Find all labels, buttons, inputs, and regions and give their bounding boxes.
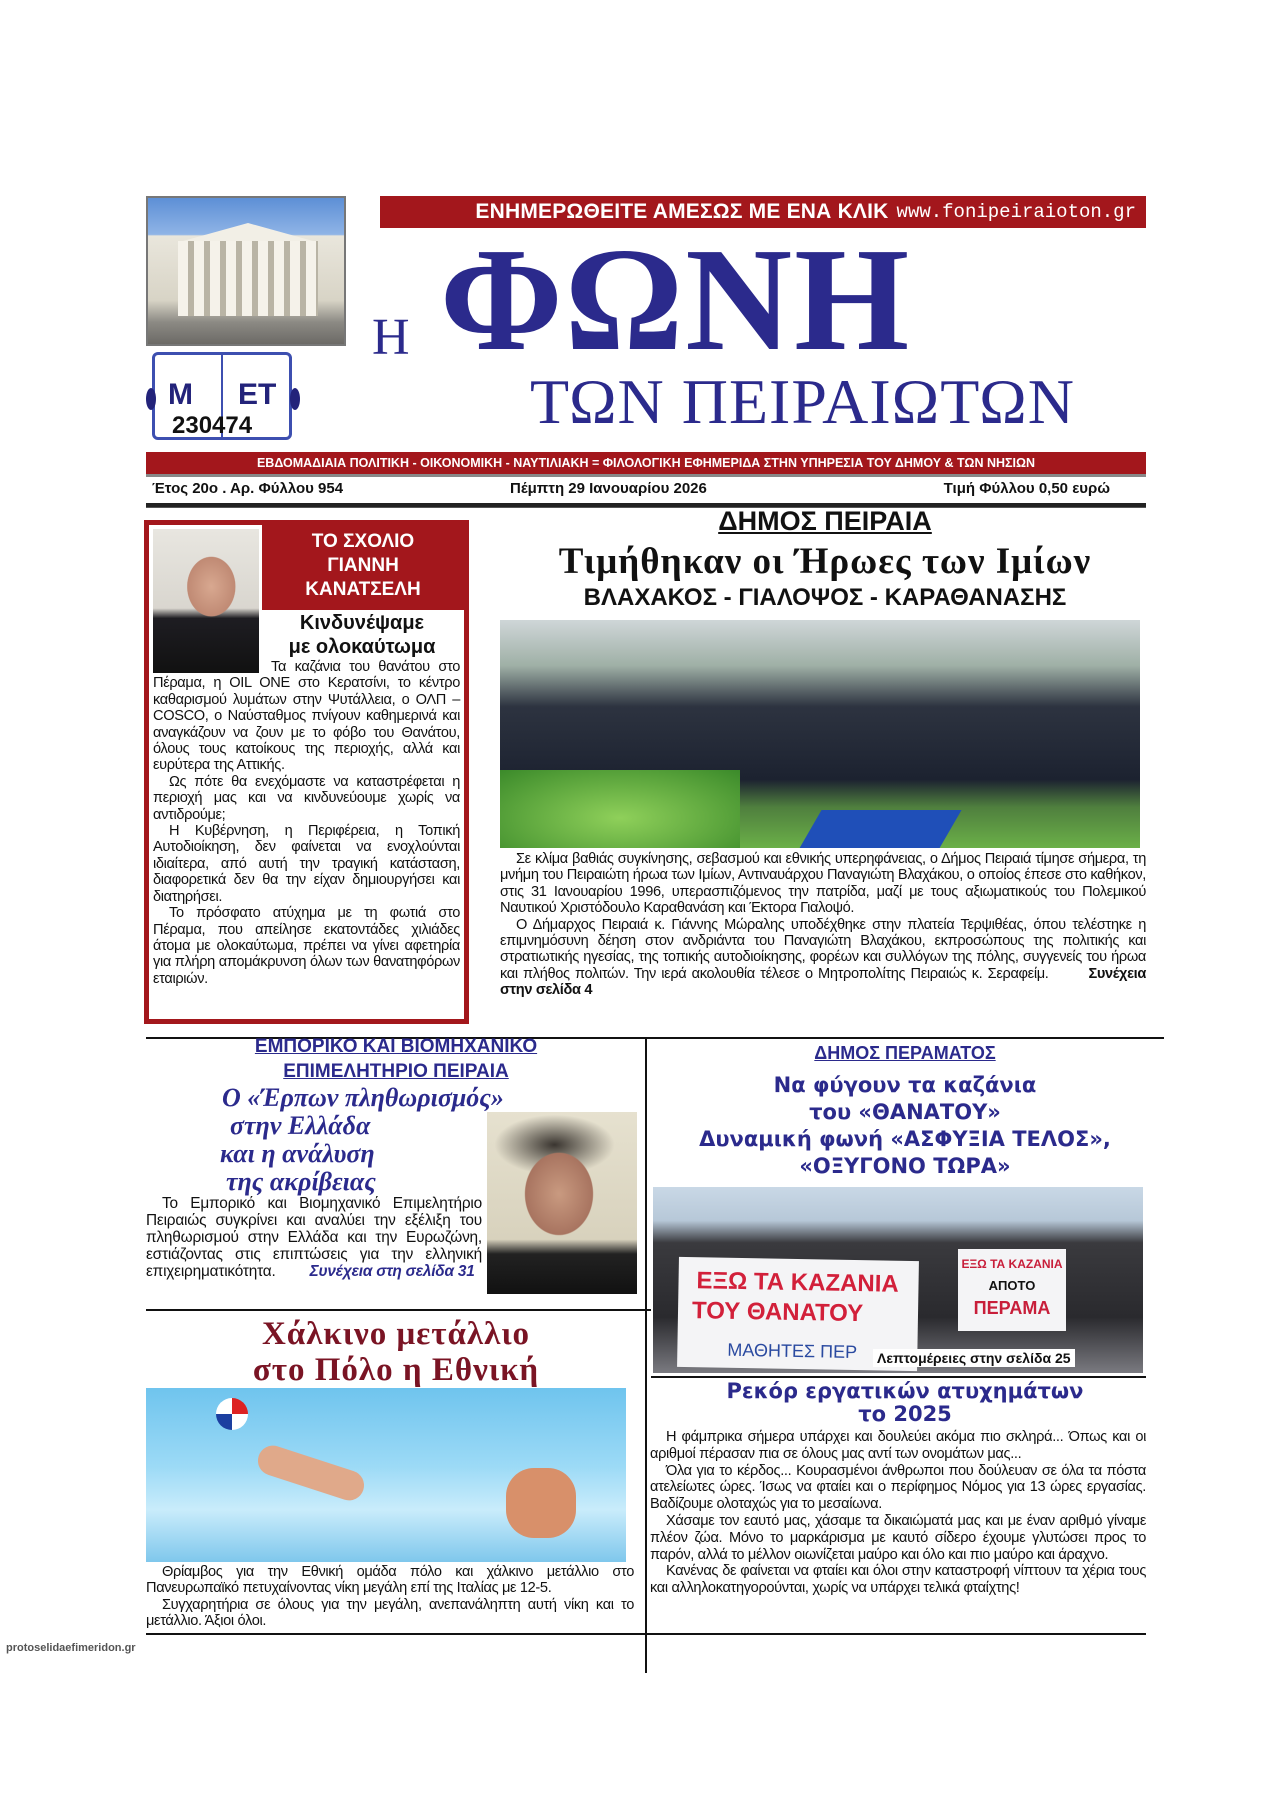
columnist-photo (153, 529, 259, 673)
headline-line: Ο «Έρπων πληθωρισμός» (222, 1083, 504, 1112)
kicker-line: ΕΠΙΜΕΛΗΤΗΡΙΟ ΠΕΙΡΑΙΑ (283, 1061, 509, 1082)
comment-title (259, 611, 465, 659)
headline-line: του «ΘΑΝΑΤΟΥ» (809, 1100, 1001, 1124)
issue-date: Πέμπτη 29 Ιανουαρίου 2026 (510, 480, 707, 497)
lead-body (500, 851, 1146, 999)
paragraph: Το πρόσφατο ατύχημα με τη φωτιά στο Πέραμα, που απείλησε εκατοντάδες χιλιάδες άτομα με ολοκαύτωμα, πρέπει να γίνει αφετηρία για πλήρη απομάκρυνση όλων των θανατηφόρων εταιριών. (153, 905, 460, 987)
paragraph: Το Εμπορικό και Βιομηχανικό Επιμελητήριο Πειραιώς συγκρίνει και αναλύει την εξέλιξη του πληθωρισμού στην Ελλάδα και την Ευρωζώνη, εστιάζοντας στις επιπτώσεις για την ελληνική επιχειρηματικότητα. (146, 1195, 482, 1280)
chamber-kicker (146, 1034, 646, 1084)
comment-title-line: Κινδυνέψαμε (299, 612, 425, 634)
comment-box (144, 520, 469, 1024)
lead-subheadline: ΒΛΑΧΑΚΟΣ - ΓΙΑΛΟΨΟΣ - ΚΑΡΑΘΑΝΑΣΗΣ (583, 584, 1067, 611)
banner-text: ΤΟΥ ΘΑΝΑΤΟΥ (691, 1297, 864, 1328)
paragraph: Η φάμπρικα σήμερα υπάρχει και δουλεύει ακόμα πιο σκληρά... Όπως και οι αριθμοί πέρασαν πια σε όλους μας αντί των ονομάτων μας... (650, 1429, 1146, 1462)
comment-body (153, 659, 460, 987)
logo-number: 230474 (172, 412, 253, 439)
headline-line: Να φύγουν τα καζάνια (773, 1073, 1037, 1097)
continued-link[interactable]: Συνέχεια στην σελίδα 4 (500, 965, 1146, 999)
chamber-body (146, 1195, 482, 1280)
headline-line: Δυναμική φωνή «ΑΣΦΥΞΙΑ ΤΕΛΟΣ», (699, 1127, 1111, 1151)
paragraph (500, 917, 1146, 999)
banner-text: ΜΑΘΗΤΕΣ ΠΕΡ (727, 1339, 858, 1363)
logo-m: Μ (168, 378, 193, 411)
slogan-bar (146, 452, 1146, 477)
paragraph: Σε κλίμα βαθιάς συγκίνησης, σεβασμού και εθνικής υπερηφάνειας, ο Δήμος Πειραιά τίμησε σήμερα, τη μνήμη του Πειραιώτη ήρωα των Ιμίων, Αντιναυάρχου Παναγιώτη Βλαχάκου, ο οποίος έπεσε στο καθήκον, στις 31 Ιανουαρίου 1996, υπερασπιζόμενος την πατρίδα, μαζί με τους αξιωματικούς του Πολεμικού Ναυτικού Χριστόδουλο Καραθανάση και Έκτορα Γιαλοψό. (500, 851, 1146, 917)
polo-caption (146, 1564, 634, 1630)
comment-header-line: ΓΙΑΝΝΗ (327, 555, 399, 576)
headline-line: «ΟΞΥΓΟΝΟ ΤΩΡΑ» (799, 1154, 1011, 1178)
masthead-title: ΦΩΝΗ (440, 218, 912, 382)
headline-line: στην Ελλάδα (230, 1111, 371, 1140)
perama-headline (650, 1072, 1160, 1180)
paragraph-text: Ο Δήμαρχος Πειραιά κ. Γιάννης Μώραλης υποδέχθηκε στην πλατεία Τερψιθέας, όπου τελέστηκε η επιμνημόσυνη δέηση στον ανδριάντα του Παναγιώτη Βλαχάκου, εκπροσώπους της πολιτικής και στρατιωτικής ηγεσίας, της τοπικής αυτοδιοίκησης, φορέων και συλλόγων της πόλης, συγγενείς του ήρωα και πλήθος πολιτών. Την ιερά ακολουθία τέλεσε ο Μητροπολίτης Πειραιώς κ. Σεραφείμ. (500, 916, 1146, 982)
paragraph: Όλα για το κέρδος... Κουρασμένοι άνθρωποι που δούλευαν σε όλα τα πόστα ατελείωτες ώρες. Ίσως να φταίει και ο περίφημος Νόμος για 13 ώρες εργασίας. Βαδίζουμε ολοταχώς για το μεσαίωνα. (650, 1462, 1146, 1513)
polo-headline (146, 1316, 646, 1388)
headline-line: Ρεκόρ εργατικών ατυχημάτων (726, 1379, 1084, 1403)
paragraph: Η Κυβέρνηση, η Περιφέρεια, η Τοπική Αυτοδιοίκηση, δεν φαίνεται να ενοχλούνται ιδιαίτερα, από αυτή την τραγική κατάσταση, διαφορετικά δεν θα την είχαν δημιουργήσει και διατηρήσει. (153, 823, 460, 905)
sign-text: ΠΕΡΑΜΑ (973, 1298, 1051, 1318)
section-divider (146, 1309, 651, 1311)
water-polo-photo (146, 1388, 626, 1562)
sign-text: ΑΠΟΤΟ (988, 1278, 1036, 1293)
headline-line: της ακρίβειας (226, 1167, 376, 1196)
met-logo (146, 348, 302, 444)
comment-header-line: ΤΟ ΣΧΟΛΙΟ (311, 531, 415, 552)
paragraph: Συγχαρητήρια σε όλους για την μεγάλη, ανεπανάληπτη αυτή νίκη και το μετάλλιο. Άξιοι όλοι. (146, 1596, 634, 1630)
masthead-subtitle: ΤΩΝ ΠΕΙΡΑΙΩΤΩΝ (530, 366, 1075, 437)
imia-ceremony-photo (500, 620, 1140, 848)
masthead-article: Η (372, 309, 410, 366)
paragraph: Κανένας δε φαίνεται να φταίει και όλοι στην καταστροφή νίπτουν τα χέρια τους και αλληλοκατηγορούνται, χωρίς να υπάρχει τελικά φταίχτης! (650, 1563, 1146, 1597)
paragraph: Χάσαμε τον εαυτό μας, χάσαμε τα δικαιώματά μας και με έναν αριθμό γίναμε πλέον ζώα. Μόνο το μαρκάρισμα με καυτό σίδερο έχουμε γλυτώσει προς το παρόν, αλλά το μέλλον οιωνίζεται μαύρο και όλο και πιο μαύρο και άραχνο. (650, 1512, 1146, 1563)
protest-sign (958, 1249, 1066, 1331)
paragraph: Ως πότε θα ενεχόμαστε να καταστρέφεται η περιοχή μας και να κινδυνεύουμε χωρίς να αντιδρούμε; (153, 773, 460, 823)
banner-text: ΕΞΩ ΤΑ ΚΑΖΑΝΙΑ (696, 1267, 900, 1298)
lead-headline: Τιμήθηκαν οι Ήρωες των Ιμίων (558, 541, 1092, 582)
issue-row (150, 480, 1140, 500)
accidents-headline (650, 1380, 1160, 1426)
watermark: protoselidaefimeridon.gr (6, 1642, 136, 1654)
paragraph: Θρίαμβος για την Εθνική ομάδα πόλο και χάλκινο μετάλλιο στο Πανευρωπαϊκό πετυχαίνοντας νίκη μεγάλη επί της Ιταλίας με 12-5. (146, 1564, 634, 1597)
headline-line: το 2025 (858, 1402, 952, 1426)
comment-title-line: με ολοκαύτωμα (288, 636, 436, 658)
section-divider (651, 1376, 1146, 1378)
website-link[interactable]: www.fonipeiraioton.gr (896, 201, 1136, 223)
issue-price: Τιμή Φύλλου 0,50 ευρώ (943, 480, 1110, 497)
comment-header-line: ΚΑΝΑΤΣΕΛΗ (305, 579, 421, 600)
slogan: ΕΒΔΟΜΑΔΙΑΙΑ ΠΟΛΙΤΙΚΗ - ΟΙΚΟΝΟΜΙΚΗ - ΝΑΥΤΙΛΙΑΚΗ = ΦΙΛΟΛΟΓΙΚΗ ΕΦΗΜΕΡΙΔΑ ΣΤΗΝ ΥΠΗΡΕΣΙΑ ΤΟΥ ΔΗΜΟΥ & ΤΩΝ ΝΗΣΙΩΝ (256, 456, 1036, 470)
issue-number: Έτος 20ο . Αρ. Φύλλου 954 (152, 480, 344, 497)
comment-header (262, 525, 464, 610)
logo-et: ΕΤ (238, 378, 277, 411)
paragraph: Τα καζάνια του θανάτου στο Πέραμα, η OIL ONE στο Κερατσίνι, το κέντρο καθαρισμού λυμάτων στην Ψυτάλλεια, ο ΟΛΠ – COSCO, ο Ναύσταθμος πνίγουν καθημερινά και αναγκάζουν να ζουν με το φόβο του Θανάτου, όλους τους κατοίκους της περιοχής, αλλά και ευρύτερα της Αττικής. (153, 659, 460, 774)
perama-kicker: ΔΗΜΟΣ ΠΕΡΑΜΑΤΟΣ (814, 1043, 996, 1063)
lead-kicker: ΔΗΜΟΣ ΠΕΙΡΑΙΑ (718, 506, 932, 536)
piraeus-town-hall-photo (146, 196, 346, 346)
chamber-president-photo (487, 1112, 637, 1294)
promo-text: ΕΝΗΜΕΡΩΘΕΙΤΕ ΑΜΕΣΩΣ ΜΕ ΕΝΑ ΚΛΙΚ (475, 200, 889, 223)
sign-text: ΕΞΩ ΤΑ ΚΑΖΑΝΙΑ (961, 1257, 1063, 1271)
continued-link[interactable]: Συνέχεια στη σελίδα 31 (309, 1263, 475, 1280)
headline-line: και η ανάλυση (220, 1139, 375, 1168)
perama-protest-photo (653, 1187, 1143, 1373)
kicker-line: ΕΜΠΟΡΙΚΟ ΚΑΙ ΒΙΟΜΗΧΑΝΙΚΟ (254, 1036, 538, 1057)
headline-line: Χάλκινο μετάλλιο (261, 1316, 531, 1352)
section-divider (146, 1633, 1146, 1635)
accidents-body (650, 1429, 1146, 1597)
headline-line: στο Πόλο η Εθνική (252, 1352, 540, 1388)
details-link[interactable]: Λεπτομέρειες στην σελίδα 25 (873, 1349, 1075, 1367)
